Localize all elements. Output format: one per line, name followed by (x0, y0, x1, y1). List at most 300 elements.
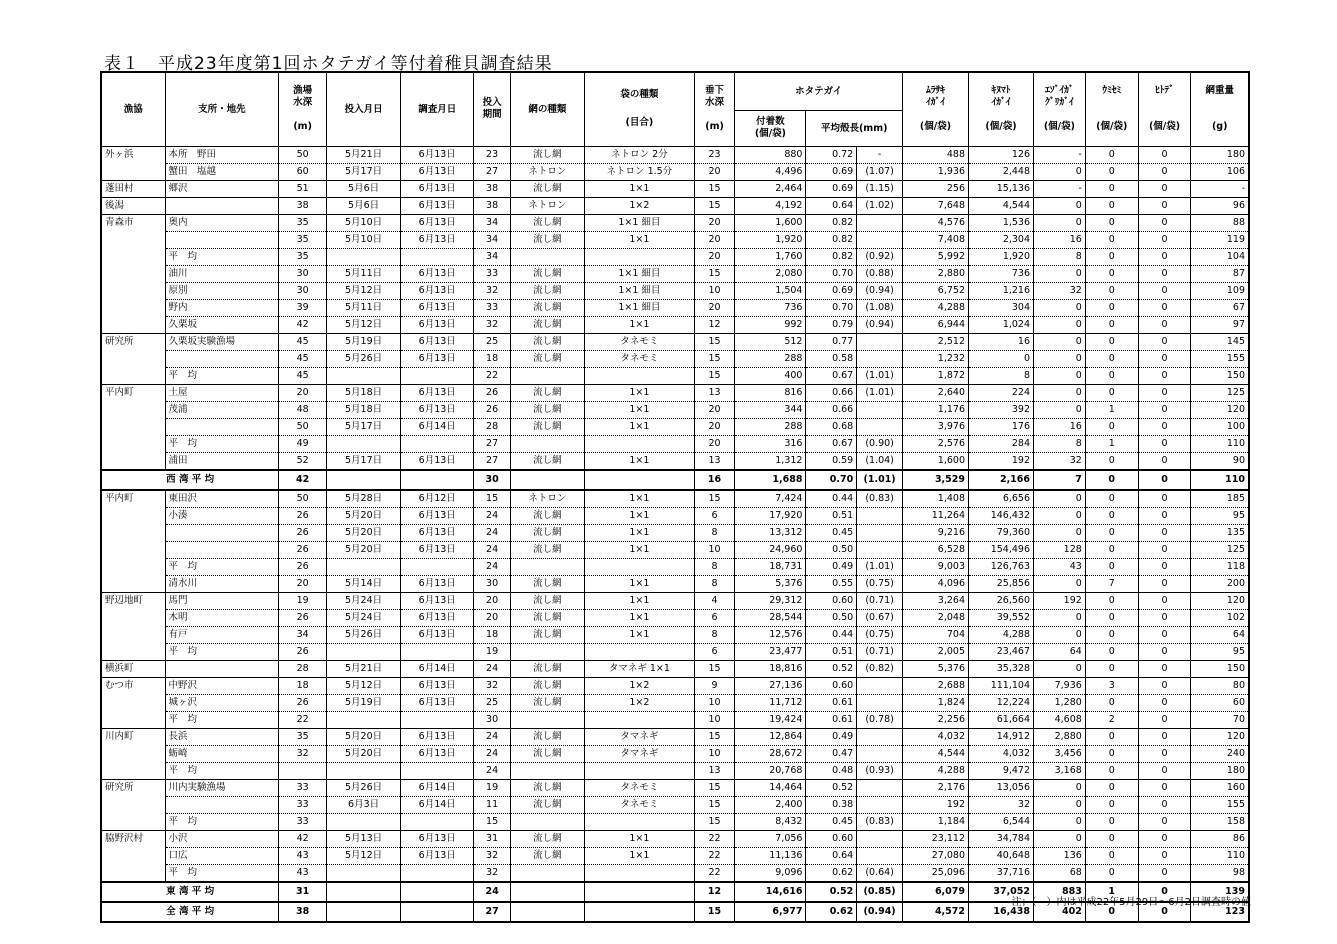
cell: 736 (735, 299, 806, 316)
branch-cell: 茂浦 (165, 401, 279, 418)
cell: (1.01) (857, 558, 903, 575)
cell: 0 (1034, 316, 1086, 333)
cell: 16 (1034, 231, 1086, 248)
table-row (101, 711, 1249, 728)
table-row (101, 435, 1249, 452)
cell: 0 (1138, 418, 1191, 435)
cell: 8 (694, 524, 735, 541)
cell: (0.82) (857, 660, 903, 677)
cell: 0 (1085, 779, 1138, 796)
table-row (101, 384, 1249, 401)
cell (585, 762, 695, 779)
table-row (101, 575, 1249, 592)
branch-cell: 平 均 (165, 367, 279, 384)
cell: 20,768 (735, 762, 806, 779)
cell: 1×1 (585, 507, 695, 524)
fisher-cell (101, 745, 165, 762)
cell (401, 248, 474, 265)
cell: 6月13日 (401, 299, 474, 316)
cell: 0 (1085, 762, 1138, 779)
cell: 1,824 (902, 694, 968, 711)
cell: 97 (1191, 316, 1249, 333)
cell: 0 (1085, 796, 1138, 813)
fisher-cell: 研究所 (101, 779, 165, 796)
fisher-cell (101, 418, 165, 435)
header-umisemi: ｳﾐｾﾐ (個/袋) (1085, 72, 1138, 146)
cell: 24,960 (735, 541, 806, 558)
branch-cell (165, 197, 279, 214)
cell (585, 902, 695, 922)
cell: 0 (1085, 470, 1138, 490)
cell: ネトロン (510, 197, 584, 214)
cell: 0 (1138, 282, 1191, 299)
cell: 3,976 (902, 418, 968, 435)
header-depth: 漁場 水深 (m) (279, 72, 327, 146)
cell: 1×2 (585, 677, 695, 694)
cell: 33 (474, 265, 511, 282)
cell: 14,912 (969, 728, 1034, 745)
cell: 流し網 (510, 452, 584, 470)
cell: 135 (1191, 524, 1249, 541)
cell (327, 762, 401, 779)
cell (585, 864, 695, 882)
cell: 392 (969, 401, 1034, 418)
cell: 0 (1085, 384, 1138, 401)
cell: 0 (1138, 796, 1191, 813)
cell: 180 (1191, 762, 1249, 779)
cell: 0 (1138, 592, 1191, 609)
cell: 26,560 (969, 592, 1034, 609)
cell: 0 (1138, 902, 1191, 922)
fisher-cell (101, 609, 165, 626)
table-row (101, 830, 1249, 847)
table-row (101, 643, 1249, 660)
cell: 1,760 (735, 248, 806, 265)
cell: 6月13日 (401, 333, 474, 350)
branch-cell: 浦田 (165, 452, 279, 470)
cell: タネモミ (585, 333, 695, 350)
cell: 18 (474, 350, 511, 367)
cell (510, 902, 584, 922)
cell: 5月20日 (327, 524, 401, 541)
cell: 0 (1138, 694, 1191, 711)
cell (401, 813, 474, 830)
cell: 0 (1034, 575, 1086, 592)
cell: 0 (1085, 592, 1138, 609)
cell: 1,688 (735, 470, 806, 490)
cell (401, 367, 474, 384)
cell: 流し網 (510, 796, 584, 813)
fisher-cell (101, 367, 165, 384)
cell: 0 (1138, 541, 1191, 558)
cell: 488 (902, 146, 968, 163)
cell (857, 507, 903, 524)
cell: 160 (1191, 779, 1249, 796)
cell: 6月13日 (401, 231, 474, 248)
cell: 9,472 (969, 762, 1034, 779)
cell (857, 779, 903, 796)
cell (857, 333, 903, 350)
cell: (0.94) (857, 902, 903, 922)
cell: 0.66 (806, 384, 857, 401)
table-row (101, 452, 1249, 470)
cell: 38 (279, 197, 327, 214)
cell: 6月13日 (401, 745, 474, 762)
cell (510, 864, 584, 882)
cell: 5月13日 (327, 830, 401, 847)
cell: 5月11日 (327, 299, 401, 316)
cell: 0 (1085, 524, 1138, 541)
cell: 5月11日 (327, 265, 401, 282)
cell: 2,688 (902, 677, 968, 694)
cell: 1,504 (735, 282, 806, 299)
cell (585, 470, 695, 490)
branch-cell: 蛎崎 (165, 745, 279, 762)
cell: 0 (1085, 902, 1138, 922)
cell: 2,166 (969, 470, 1034, 490)
cell: 26 (474, 384, 511, 401)
cell: 64 (1191, 626, 1249, 643)
cell: 流し網 (510, 745, 584, 762)
cell: 0 (1085, 333, 1138, 350)
cell: 流し網 (510, 626, 584, 643)
branch-cell: 平 均 (165, 762, 279, 779)
cell: 0 (1085, 626, 1138, 643)
cell: (1.07) (857, 163, 903, 180)
cell: 154,496 (969, 541, 1034, 558)
branch-cell: 久栗坂実験漁場 (165, 333, 279, 350)
cell: 流し網 (510, 779, 584, 796)
branch-cell (165, 796, 279, 813)
cell: 8 (1034, 248, 1086, 265)
cell: 0.82 (806, 214, 857, 231)
cell: 0.68 (806, 418, 857, 435)
cell: 102 (1191, 609, 1249, 626)
cell: 0 (1138, 847, 1191, 864)
cell: 0.61 (806, 711, 857, 728)
cell: (0.71) (857, 643, 903, 660)
cell (510, 762, 584, 779)
cell: 0 (1138, 248, 1191, 265)
cell: 6月13日 (401, 575, 474, 592)
cell: 25 (474, 694, 511, 711)
cell: 80 (1191, 677, 1249, 694)
table-row (101, 197, 1249, 214)
cell: 120 (1191, 592, 1249, 609)
branch-cell: 奥内 (165, 214, 279, 231)
cell: 0 (1034, 401, 1086, 418)
cell: 0.48 (806, 762, 857, 779)
cell: 43 (1034, 558, 1086, 575)
fisher-cell (101, 299, 165, 316)
cell: (0.78) (857, 711, 903, 728)
cell: 10 (694, 745, 735, 762)
cell: 5月20日 (327, 541, 401, 558)
cell: 15 (694, 728, 735, 745)
cell: 6月13日 (401, 677, 474, 694)
cell: 流し網 (510, 592, 584, 609)
cell (327, 470, 401, 490)
fisher-cell (101, 813, 165, 830)
cell: 14,616 (735, 882, 806, 902)
cell: 6,977 (735, 902, 806, 922)
cell: 38 (279, 902, 327, 922)
cell (401, 762, 474, 779)
cell (401, 470, 474, 490)
branch-cell: 蟹田 塩越 (165, 163, 279, 180)
cell: 0 (1085, 728, 1138, 745)
cell: 5月19日 (327, 694, 401, 711)
cell: 32 (279, 745, 327, 762)
cell: 6,752 (902, 282, 968, 299)
cell: 26 (279, 541, 327, 558)
cell: 240 (1191, 745, 1249, 762)
cell: 0 (1138, 163, 1191, 180)
cell: 0 (1085, 558, 1138, 575)
cell: 0.55 (806, 575, 857, 592)
cell: 512 (735, 333, 806, 350)
cell: 284 (969, 435, 1034, 452)
cell: - (1191, 180, 1249, 197)
cell: 20 (694, 418, 735, 435)
header-shell-length: 平均殻長(mm) (806, 110, 903, 146)
table-row (101, 558, 1249, 575)
branch-cell: 東田沢 (165, 490, 279, 508)
cell: 0.82 (806, 231, 857, 248)
cell: 104 (1191, 248, 1249, 265)
cell: 流し網 (510, 214, 584, 231)
table-row (101, 813, 1249, 830)
row-label: 全 湾 平 均 (101, 902, 279, 922)
cell: 30 (474, 711, 511, 728)
cell: 1×1 (585, 524, 695, 541)
fisher-cell (101, 558, 165, 575)
cell: 400 (735, 367, 806, 384)
cell: 6月13日 (401, 214, 474, 231)
cell: 0 (1085, 694, 1138, 711)
cell: 185 (1191, 490, 1249, 508)
cell: 20 (694, 401, 735, 418)
cell: 10 (694, 711, 735, 728)
cell: 27 (474, 163, 511, 180)
cell: 200 (1191, 575, 1249, 592)
cell: 288 (735, 418, 806, 435)
cell: (0.93) (857, 762, 903, 779)
cell: 0 (1138, 197, 1191, 214)
cell: 6月13日 (401, 282, 474, 299)
fisher-cell: 川内町 (101, 728, 165, 745)
cell: 流し網 (510, 575, 584, 592)
cell: 13,312 (735, 524, 806, 541)
header-survey-date: 調査月日 (401, 72, 474, 146)
cell: 1 (1085, 882, 1138, 902)
cell: 1×1 (585, 418, 695, 435)
cell: 0 (1034, 524, 1086, 541)
cell: 123 (1191, 902, 1249, 922)
cell: 11,264 (902, 507, 968, 524)
survey-table (100, 71, 1250, 923)
cell (510, 711, 584, 728)
cell: 109 (1191, 282, 1249, 299)
branch-cell: 本所 野田 (165, 146, 279, 163)
cell: (0.90) (857, 435, 903, 452)
cell: 0 (1085, 813, 1138, 830)
cell: 5月26日 (327, 626, 401, 643)
cell: 流し網 (510, 830, 584, 847)
cell: 0.47 (806, 745, 857, 762)
cell: 15 (694, 197, 735, 214)
cell (401, 882, 474, 902)
branch-cell: 中野沢 (165, 677, 279, 694)
cell: 0.64 (806, 847, 857, 864)
cell: 30 (279, 282, 327, 299)
cell: 23 (694, 146, 735, 163)
cell: 9,096 (735, 864, 806, 882)
fisher-cell: 平内町 (101, 384, 165, 401)
cell: 68 (1034, 864, 1086, 882)
cell: (1.04) (857, 452, 903, 470)
cell: (0.67) (857, 609, 903, 626)
cell: 4,032 (902, 728, 968, 745)
cell: 0.50 (806, 541, 857, 558)
cell: 42 (279, 830, 327, 847)
cell (585, 711, 695, 728)
branch-cell (165, 541, 279, 558)
cell: 0 (1138, 882, 1191, 902)
cell: 31 (279, 882, 327, 902)
branch-cell: 平 均 (165, 435, 279, 452)
cell: ネトロン 1.5分 (585, 163, 695, 180)
cell: 2,048 (902, 609, 968, 626)
fisher-cell: 横浜町 (101, 660, 165, 677)
cell: 7 (1034, 470, 1086, 490)
cell: 0 (1138, 609, 1191, 626)
cell: 0 (1138, 384, 1191, 401)
cell: 5月17日 (327, 163, 401, 180)
cell: 6月13日 (401, 452, 474, 470)
cell: 0 (1138, 435, 1191, 452)
cell: 12 (694, 316, 735, 333)
fisher-cell (101, 265, 165, 282)
cell (585, 813, 695, 830)
cell: 4,572 (902, 902, 968, 922)
cell: 16 (969, 333, 1034, 350)
cell: 0 (1085, 350, 1138, 367)
table-body (101, 146, 1249, 922)
branch-cell (165, 231, 279, 248)
cell: 26 (279, 507, 327, 524)
cell: 1×1 (585, 401, 695, 418)
table-row (101, 299, 1249, 316)
cell: 0.72 (806, 146, 857, 163)
cell: 0 (1085, 265, 1138, 282)
cell: 流し網 (510, 282, 584, 299)
branch-cell: 城ヶ沢 (165, 694, 279, 711)
cell: 0 (1034, 350, 1086, 367)
cell: 8 (1034, 435, 1086, 452)
cell: 0 (1138, 830, 1191, 847)
cell: 0 (1034, 779, 1086, 796)
cell: 6月13日 (401, 507, 474, 524)
cell: 20 (474, 609, 511, 626)
cell: 6月13日 (401, 384, 474, 401)
cell: 18,731 (735, 558, 806, 575)
cell: 0 (1138, 745, 1191, 762)
cell: 9,003 (902, 558, 968, 575)
branch-cell: 平 均 (165, 558, 279, 575)
cell: 145 (1191, 333, 1249, 350)
cell: 1,920 (735, 231, 806, 248)
cell: 27 (474, 435, 511, 452)
cell: 2 (1085, 711, 1138, 728)
cell (327, 558, 401, 575)
cell: 1×1 細目 (585, 282, 695, 299)
cell: 15 (694, 333, 735, 350)
cell (585, 882, 695, 902)
cell: 0.59 (806, 452, 857, 470)
branch-cell: 長浜 (165, 728, 279, 745)
cell: 15 (694, 180, 735, 197)
cell: 26 (279, 609, 327, 626)
cell: 110 (1191, 435, 1249, 452)
header-branch: 支所・地先 (165, 72, 279, 146)
cell: 19 (279, 592, 327, 609)
cell (857, 418, 903, 435)
cell: 150 (1191, 660, 1249, 677)
cell: 0 (1085, 367, 1138, 384)
cell: 6月13日 (401, 180, 474, 197)
table-row (101, 490, 1249, 508)
fisher-cell: 平内町 (101, 490, 165, 508)
cell: 4,096 (902, 575, 968, 592)
table-row (101, 282, 1249, 299)
cell: 0 (1034, 490, 1086, 508)
cell: 51 (279, 180, 327, 197)
cell: (1.01) (857, 470, 903, 490)
cell: 17,920 (735, 507, 806, 524)
fisher-cell (101, 524, 165, 541)
cell: タマネギ (585, 745, 695, 762)
cell (510, 813, 584, 830)
cell: 6月13日 (401, 728, 474, 745)
cell: 流し網 (510, 609, 584, 626)
cell: 0 (1085, 180, 1138, 197)
cell: 87 (1191, 265, 1249, 282)
cell: 0 (1138, 490, 1191, 508)
cell: 60 (1191, 694, 1249, 711)
cell: 流し網 (510, 847, 584, 864)
cell: 20 (694, 214, 735, 231)
cell: 6月13日 (401, 197, 474, 214)
cell: 6月13日 (401, 163, 474, 180)
cell: 15 (694, 779, 735, 796)
cell: 5月26日 (327, 350, 401, 367)
cell: 30 (279, 265, 327, 282)
cell: 5月17日 (327, 418, 401, 435)
cell: 110 (1191, 470, 1249, 490)
cell: 12,576 (735, 626, 806, 643)
cell: 0.66 (806, 401, 857, 418)
cell (327, 711, 401, 728)
cell: 8 (694, 575, 735, 592)
cell: 流し網 (510, 507, 584, 524)
cell: 12,864 (735, 728, 806, 745)
cell: 1,176 (902, 401, 968, 418)
cell: 2,880 (902, 265, 968, 282)
cell: (0.64) (857, 864, 903, 882)
cell: 0 (1085, 214, 1138, 231)
cell: 32 (474, 864, 511, 882)
